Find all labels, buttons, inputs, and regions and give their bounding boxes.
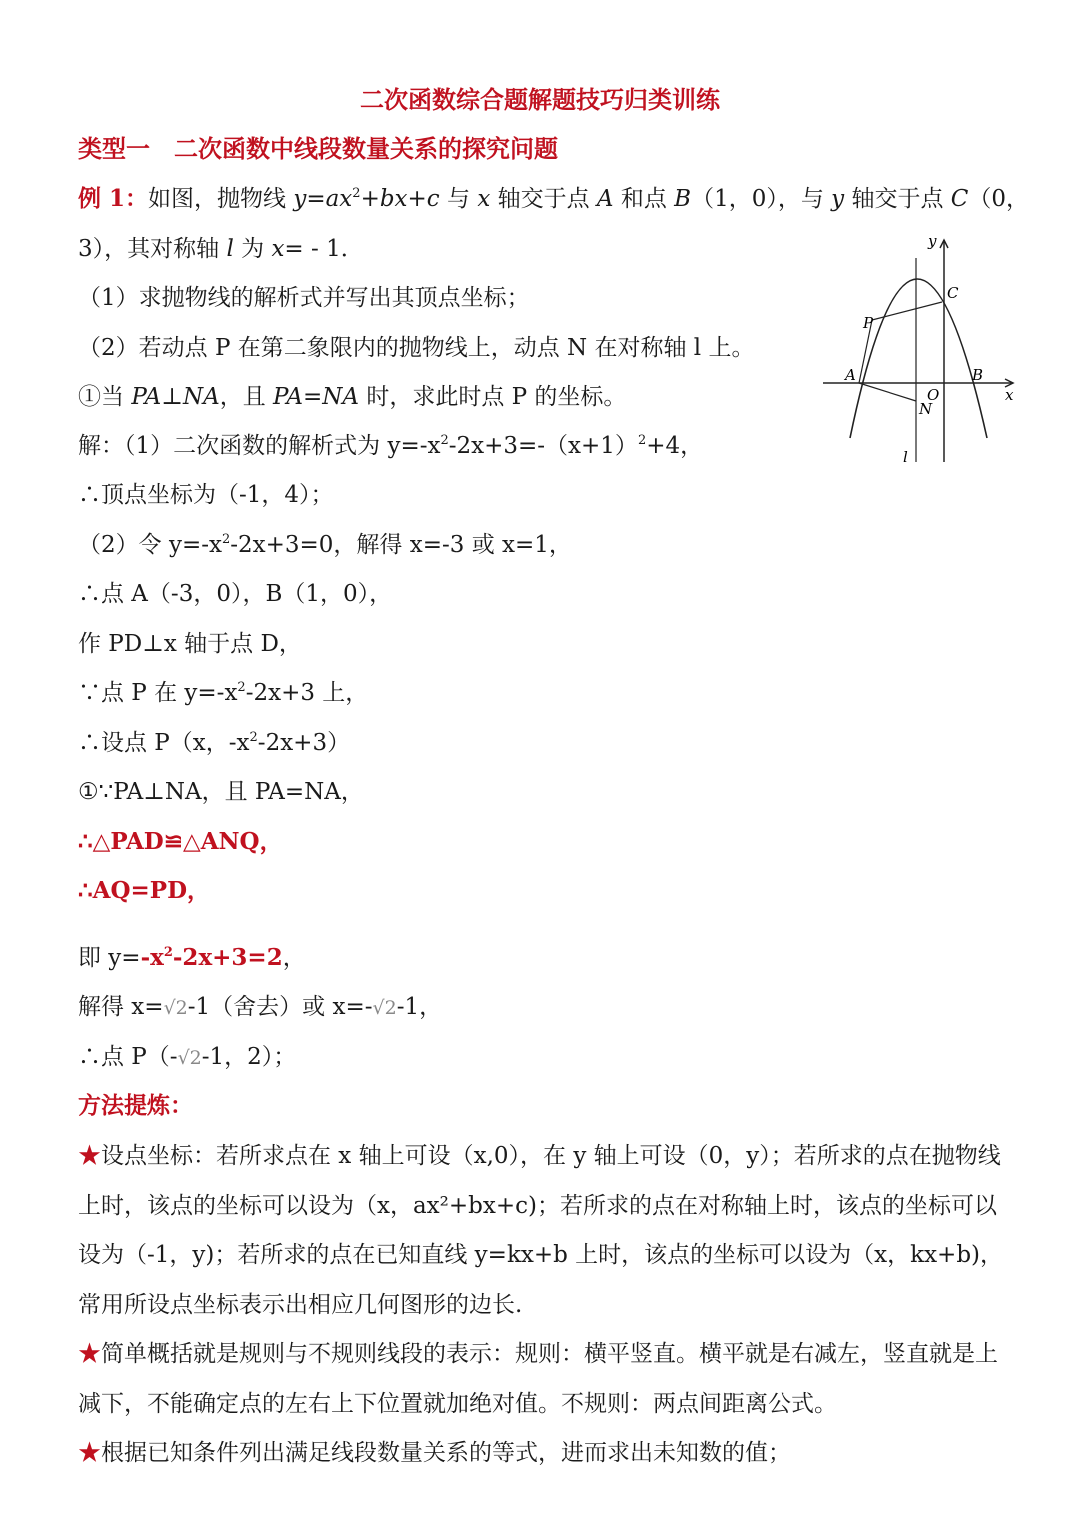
method-paragraph-1: ★设点坐标：若所求点在 x 轴上可设（x,0），在 y 轴上可设（0，y）；若所求的点在抛物线上时，该点的坐标可以设为（x，ax²+bx+c)；若所求的点在对称轴上时，该点的坐标可以设为（-1，y)；若所求的点在已知直线 y=kx+b 上时，该点的坐标可以设为（x，kx+b)，常用所设点坐标表示出相应几何图形的边长. [78, 1143, 1004, 1318]
solution-line-8: ①∵PA⊥NA，且 PA=NA， [78, 779, 364, 805]
solution-line-13: ∴点 P（-√2-1，2）； [78, 1044, 297, 1070]
method-heading: 方法提炼： [78, 1092, 193, 1119]
example-line-1: 例 1：如图，抛物线 $y=ax^2+bx+c$ 与 x 轴交于点 A 和点 B（1，0），与 y 轴交于点 C（0， [78, 185, 1030, 212]
label-x: x [1005, 386, 1014, 404]
solution-line-2: ∴顶点坐标为（-1，4）； [78, 482, 334, 508]
label-p: P [863, 314, 874, 332]
solution-line-9: ∴△PAD≌△ANQ， [78, 828, 283, 855]
example-line-2: 3），其对称轴 l 为 x= ‑ 1． [78, 236, 364, 262]
question-1: （1）求抛物线的解析式并写出其顶点坐标； [78, 285, 530, 311]
solution-line-11: 即 $y=-x^2-2x+3=2$， [78, 944, 306, 971]
star-icon: ★ [78, 1341, 101, 1367]
segment-pc [872, 302, 942, 320]
solution-line-12: 解得 x=√2-1（舍去）或 x=-√2-1， [78, 994, 443, 1020]
example-label: 例 1： [78, 185, 149, 212]
label-b: B [972, 366, 984, 384]
star-icon: ★ [78, 1143, 101, 1169]
label-c: C [947, 284, 959, 302]
question-3: ①当 PA⊥NA，且 PA=NA 时，求此时点 P 的坐标。 [78, 384, 627, 410]
parabola-figure [815, 230, 1020, 470]
segment-an [859, 383, 916, 401]
label-l: l [903, 448, 908, 466]
star-icon: ★ [78, 1440, 101, 1466]
label-a: A [845, 366, 856, 384]
solution-line-5: 作 PD⊥x 轴于点 D， [78, 631, 302, 657]
type-heading: 类型一 二次函数中线段数量关系的探究问题 [78, 134, 558, 163]
solution-line-7: ∴设点 P（x，$-x^2-2x+3$） [78, 730, 351, 756]
method-paragraph-2: ★简单概括就是规则与不规则线段的表示：规则：横平竖直。横平就是右减左，竖直就是上减下，不能确定点的左右上下位置就加绝对值。不规则：两点间距离公式。 [78, 1341, 998, 1417]
solution-line-1: 解：（1）二次函数的解析式为 $y=-x^2-2x+3=-(x+1)^2+4$， [78, 433, 704, 459]
solution-line-6: ∵点 P 在 $y=-x^2-2x+3$ 上， [78, 680, 369, 706]
label-y: y [928, 232, 937, 250]
page-title: 二次函数综合题解题技巧归类训练 [360, 85, 720, 114]
method-paragraph-3: ★根据已知条件列出满足线段数量关系的等式，进而求出未知数的值； [78, 1440, 791, 1466]
solution-line-3: （2）令 $y=-x^2-2x+3=0$，解得 x=-3 或 x=1， [78, 532, 572, 558]
question-2: （2）若动点 P 在第二象限内的抛物线上，动点 N 在对称轴 l 上。 [78, 335, 755, 361]
label-n: N [919, 400, 933, 418]
solution-line-10: ∴AQ=PD， [78, 877, 211, 904]
solution-line-4: ∴点 A（-3，0），B（1，0）， [78, 581, 393, 607]
label-o: O [927, 386, 940, 404]
